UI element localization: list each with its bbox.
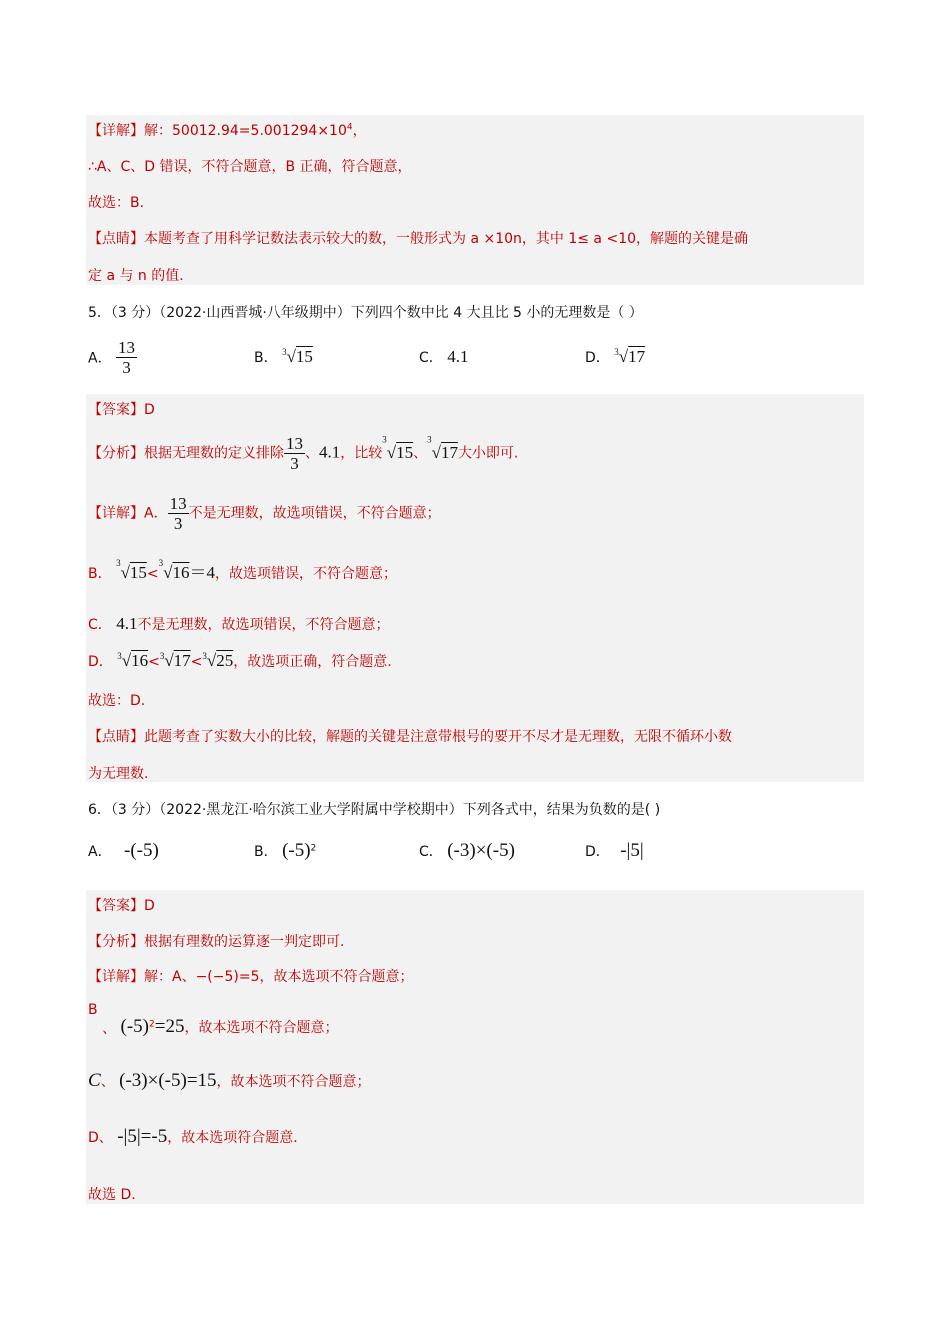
comment-line <box>88 228 748 248</box>
q6-option-d: D． -|5| <box>585 840 644 861</box>
cube-root: $^3$√25 <box>202 651 234 670</box>
q5-option-b <box>254 347 313 367</box>
option-label: C． <box>419 844 443 860</box>
option-label: A． <box>88 844 112 860</box>
detail-d-line: D． $^3$√16<$^3$√17<$^3$√25，故选项正确，符合题意. <box>88 651 392 670</box>
cube-root: $^3$√15 <box>382 434 414 462</box>
comment-line: 【点睛】此题考查了实数大小的比较，解题的关键是注意带根号的要开不尽才是无理数，无限不循环小数 <box>88 729 732 745</box>
detail-c-line: C、 (-3)×(-5)=15，故本选项不符合题意； <box>88 1070 371 1091</box>
comment-tag: 【点睛】 <box>88 231 144 247</box>
detail-d-line: D、 -|5|=-5，故本选项符合题意. <box>88 1126 298 1147</box>
cube-root: $^3$√16＝4 <box>158 558 215 582</box>
fraction: $\frac{13}{3}$ <box>169 494 187 533</box>
comment-line-2: 为无理数. <box>88 766 149 782</box>
option-label: A． <box>88 350 112 367</box>
choose-line: 故选 D. <box>88 1187 136 1203</box>
answer-line: 【答案】D <box>88 898 155 914</box>
detail-tag: 【详解】 <box>88 123 144 139</box>
option-label: B． <box>254 350 278 366</box>
detail-tail: ， <box>352 123 367 139</box>
answer-line: 【答案】D <box>88 402 155 418</box>
choose-line: 故选：D. <box>88 693 146 709</box>
question-5-stem: 5．（3 分）（2022·山西晋城·八年级期中）下列四个数中比 4 大且比 5 小的无理数是（ ） <box>88 305 643 321</box>
solution-block-4 <box>86 115 864 285</box>
fraction: $\frac{13}{3}$ <box>286 434 303 473</box>
cube-root: $^3$√17 <box>159 651 191 670</box>
q6-option-b: B． $(-5)^2$ <box>254 840 317 861</box>
option-label: D． <box>585 844 610 860</box>
q6-option-a: A． -(-5) <box>88 840 159 861</box>
detail-a-line: 【详解】A． $\frac{13}{3}$ 不是无理数，故选项错误，不符合题意； <box>88 494 441 533</box>
detail-b-line: B． $^3$√15<$^3$√16＝4，故选项错误，不符合题意； <box>88 558 397 582</box>
detail-text: 解：50012.94=5.001294×10 <box>144 123 347 139</box>
question-6-stem: 6．（3 分）（2022·黑龙江·哈尔滨工业大学附属中学校期中）下列各式中，结果为负数的是( ) <box>88 802 661 818</box>
q5-option-c: C． 4.1 <box>419 347 469 366</box>
cube-root: $^3$√16 <box>117 651 149 670</box>
conclusion-line: ∴A、C、D 错误，不符合题意，B 正确，符合题意， <box>88 159 412 175</box>
exponent: 4 <box>346 122 353 133</box>
detail-line <box>88 120 367 140</box>
comment-text: 本题考查了用科学记数法表示较大的数，一般形式为 a ×10n，其中 1≤ a <10，解题的关键是确 <box>144 231 749 247</box>
cube-root: $^3$√17 <box>614 347 646 366</box>
fraction: $\frac{13}{3}$ <box>118 338 136 377</box>
option-label: B． <box>254 844 278 860</box>
q5-option-d <box>585 347 645 367</box>
comment-line-2: 定 a 与 n 的值. <box>88 268 184 284</box>
option-label: C． <box>419 350 443 366</box>
option-label: D． <box>585 350 610 366</box>
detail-a-line: 【详解】解：A、−(−5)=5，故本选项不符合题意； <box>88 969 414 985</box>
choose-line: 故选：B. <box>88 195 145 211</box>
detail-b-line: B 、 $(-5)^2=25$，故本选项不符合题意； <box>88 1002 339 1037</box>
analysis-line: 【分析】根据无理数的定义排除 $\frac{13}{3}$ 、4.1，比较$^3$√15、$^3$√17大小即可. <box>88 434 519 473</box>
detail-c-line: C． 4.1不是无理数，故选项错误，不符合题意； <box>88 614 390 633</box>
q6-option-c: C． (-3)×(-5) <box>419 840 515 861</box>
cube-root: $^3$√15 <box>116 558 147 582</box>
cube-root: $^3$√17 <box>427 434 458 462</box>
cube-root: $^3$√15 <box>282 347 313 366</box>
q5-option-a <box>88 338 137 377</box>
analysis-line: 【分析】根据有理数的运算逐一判定即可. <box>88 934 345 950</box>
